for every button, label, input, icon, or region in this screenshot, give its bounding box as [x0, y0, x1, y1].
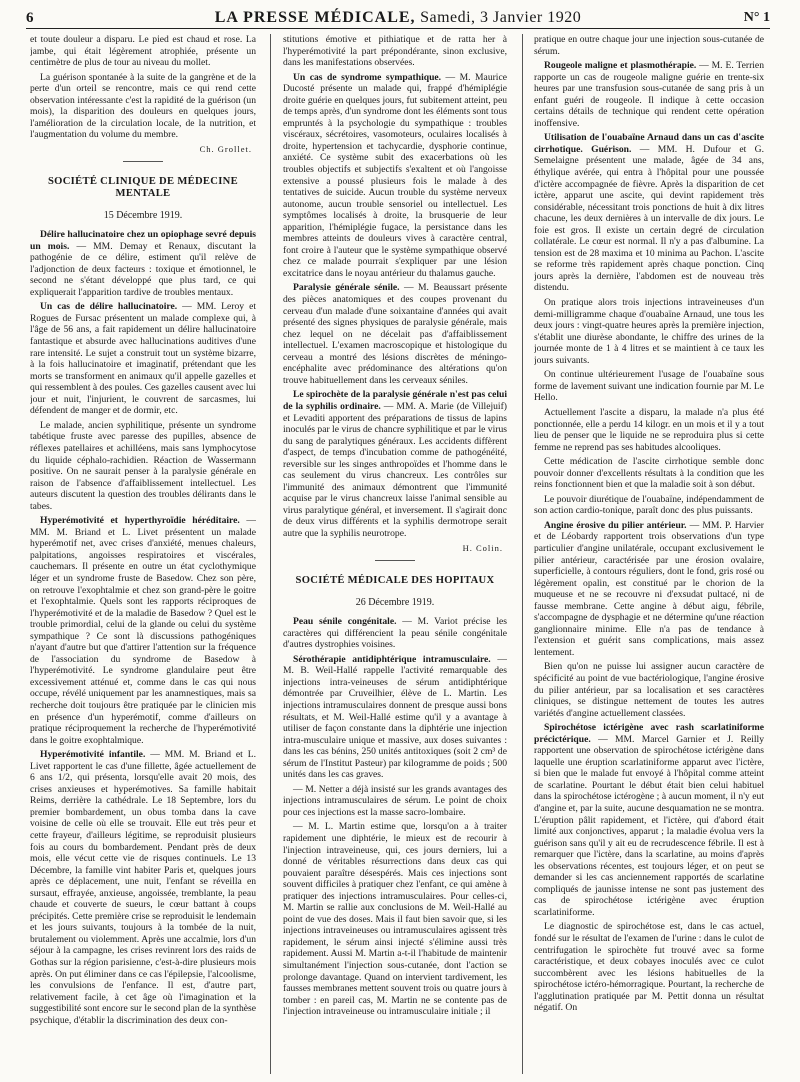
paragraph: La guérison spontanée à la suite de la gangrène et de la perte d'un orteil se rencontre, mais ce qui rend cette observation intéressante c'est la rapidité de la guérison (un mois), la disparition des douleurs en quelques jours, l'amélioration de la circulation locale, de la nutrition, et l'augmentation du volume du membre. [30, 71, 256, 141]
article-title: Le spirochète de la paralysie générale n'est pas celui de la syphilis ordinaire. [283, 389, 507, 412]
paragraph: stitutions émotive et pithiatique et de ratta her à l'hyperémotivité la part prépondérante, sinon exclusive, dans les manifestations observées. [283, 34, 507, 69]
section-date: 26 Décembre 1919. [355, 596, 435, 608]
article [534, 60, 764, 129]
divider [123, 161, 163, 162]
article-body: — M. E. Terrien rapporte un cas de rougeole maligne guérie en trente-six heures par une transfusion sous-cutanée de sang pris à un enfant guéri de rougeole. Il indique à cette occasion certains détails de technique qui rendent cette opération inoffensive. [534, 60, 764, 129]
article-body: — M. Beaussart présente des pièces anatomiques et des coupes provenant du cerveau d'un malade d'une soixantaine d'années qui avait présenté des signes physiques de paralysie générale, mais chez lequel on ne décelait pas d'affaiblissement intellectuel. L'examen macroscopique et histologique du cerveau a montré des lésions discrètes de méningo-encéphalite avec prédominance des altérations qu'on trouve habituellement dans les cerveaux séniles. [283, 282, 507, 386]
article-body: — MM. H. Dufour et G. Semelaigne présentent une malade, âgée de 34 ans, éthylique avérée, qui entra à l'hôpital pour une poussée d'ictère accompagnée de fièvre. Après la disparition de cet ictère, apparut une ascite, qui devint rapidement très considérable, nécessitant trois ponctions de huit à dix litres chacune, les deux dernières à un intervalle de dix jours. Le foie est gros. Il existe un certain degré de circulation collatérale. Le cœur est normal. Il n'y a pas d'albumine. La tension est de 28 maxima et 10 minima au Pachon. L'ascite se reforme très rapidement après chaque ponction. Cinq jours après la dernière, l'abdomen est de nouveau très distendu. [534, 143, 764, 294]
paragraph: et toute douleur a disparu. Le pied est chaud et rose. La jambe, qui était légèrement atrophiée, présente un centimètre de plus de tour au niveau du mollet. [30, 34, 256, 69]
article-body: — MM. A. Marie (de Villejuif) et Levaditi apportent des préparations de tissus de lapins inoculés par le virus de chancre syphilitique et par le virus du sang de paralytiques généraux. Les accidents diffèrent d'aspect, de temps d'incubation comme de pathogénéité, reversible sur les singes anthropoïdes et l'homme dans le cas seulement du virus chancreux. Les contrôles sur l'immunité des animaux démontrent que l'immunité acquise par le virus chancreux laisse l'animal sensible au virus paralytique général, et inversement. Il s'agirait donc de deux virus différents et la syphilis dermotrope serait autre que la syphilis neurotrope. [283, 400, 507, 539]
article-title: Sérothérapie antidiphtérique intramusculaire. [293, 653, 491, 665]
page-header [26, 8, 770, 29]
article-body: — MM. Marcel Garnier et J. Reilly rapportent une observation de spirochétose ictérigène dans laquelle une éruption scarlatiniforme apparut avec l'ictère, si bien que le malade fut envoyé à l'hôpital comme atteint de scarlatine. Pourtant le début était bien celui habituel dans la spirochétose ictérogène ; à aucun moment, il n'y eut d'angine et, par la suite, aucune desquamation ne se montra. L'éruption pâlit rapidement, et l'ictère, qui d'abord était limité aux conjonctives, apparut ; la maladie évolua vers la guérison sans qu'il y ait eu de recrudescence fébrile. Il est à remarquer que l'ictère, dans la scarlatine, au moins d'après les observations récentes, est toujours léger, et on peut se demander si les cas anciennement rapportés de scarlatine compliqués de jaunisse intense ne sont pas justement des cas de spirochétose ictérigène avec éruption scarlatiniforme. [534, 733, 764, 918]
article [30, 749, 256, 1026]
article-title: Angine érosive du pilier antérieur. [544, 519, 687, 531]
issue-number: N° 1 [743, 10, 770, 25]
page-number: 6 [26, 9, 34, 26]
section-title: SOCIÉTÉ MÉDICALE DES HOPITAUX [295, 575, 495, 587]
paragraph: pratique en outre chaque jour une injection sous-cutanée de sérum. [534, 34, 764, 57]
article-title: Spirochétose ictérigène avec rash scarlatiniforme précictérique. [534, 722, 764, 745]
article-title: Rougeole maligne et plasmothérapie. [544, 60, 697, 72]
author-signature: Ch. Grollet. [199, 143, 252, 154]
article [283, 389, 507, 539]
article [534, 520, 764, 659]
paragraph: Actuellement l'ascite a disparu, la malade n'a plus été ponctionnée, elle a perdu 14 kilogr. en un mois et il y a tout lieu de penser que le liquide ne se reproduira plus si cette femme ne reprend pas ses habitudes alcooliques. [534, 406, 764, 453]
article-body: — MM. Demay et Renaux, discutant la pathogénie de ce délire, estiment qu'il relève de l'adjonction de deux facteurs : toxique et émotionnel, le second ne s'étant développé que plus tard, ce qui expliquerait l'apparition tardive de troubles mentaux. [30, 240, 256, 298]
paragraph: Bien qu'on ne puisse lui assigner aucun caractère de spécificité au point de vue bactériologique, l'angine érosive du pilier antérieur, par sa localisation et ses caractères cliniques, se distingue nettement de toutes les autres variétés d'angine actuellement classées. [534, 661, 764, 719]
article-body: — MM. P. Harvier et de Léobardy rapportent trois observations d'un type particulier d'angine unilatérale, occupant exclusivement le pilier antérieur, caractérisée par une érosion ovalaire, superficielle, à contours réguliers, dont le fond, gris rosé ou légèrement opalin, est constitué par le chorion de la muqueuse et ne se recouvre ni d'exsudat pultacé, ni de fausse membrane. Cette angine à début aigu, fébrile, s'accompagne de dysphagie et ne détermine qu'une réaction ganglionnaire minime. Elle n'a pas de tendance à l'extension et guérit sans complications, mais assez lentement. [534, 519, 764, 658]
paragraph: Cette médication de l'ascite cirrhotique semble donc pouvoir donner d'excellents résultats à la condition que les reins fonctionnent bien et que la maladie soit à son début. [534, 456, 764, 491]
column-rule [522, 34, 523, 1074]
article-body: — M. Variot précise les caractères qui différencient la peau sénile congénitale d'autres dystrophies voisines. [283, 616, 507, 651]
paragraph: On pratique alors trois injections intraveineuses d'un demi-milligramme chaque d'ouabaïne Arnaud, une tous les deux jours : vingt-quatre heures après la première injection, s'établit une diurèse abondante, le chiffre des urines de la journée monte de 1 à 4 litres et se maintient à ce taux les jours suivants. [534, 297, 764, 366]
article-body: — MM. Leroy et Rogues de Fursac présentent un malade complexe qui, à l'âge de 56 ans, a fait rapidement un délire hallucinatoire fantastique et absurde avec hallucinations auditives d'une rare intensité. Le sujet a construit tout un système bizarre, à la fois hallucinatoire et imaginatif, prétendant que les morts se transforment en animaux qu'il appelle gazelles et qui ressemblent à des poules. Ces gazelles causent avec lui jour et nuit, l'injurient, le couvrent de sarcasmes, lui défendent de manger et de dormir, etc. [30, 301, 256, 417]
paragraph: Le pouvoir diurétique de l'ouabaïne, indépendamment de son action cardio-tonique, paraît donc des plus puissants. [534, 493, 764, 517]
article [30, 229, 256, 298]
article-title: Paralysie générale sénile. [293, 282, 400, 294]
article-title: Hyperémotivité infantile. [40, 749, 146, 761]
author-signature: H. Colin. [462, 542, 503, 553]
article-title: Peau sénile congénitale. [293, 616, 397, 628]
article-body: — M. Maurice Ducosté présente un malade qui, frappé d'hémiplégie droite guérie en quelques jours, fut subitement atteint, peu de temps après, d'un syndrome dont les éléments sont tous empruntés à la psychologie du sympathique : troubles viscéraux, sécrétoires, vasomoteurs, oculaires localisés à droite, hypertension et tachycardie, dysphorie continue, anxiété. Ce système subit des exacerbations où les troubles objectifs et subjectifs s'exaltent et où l'angoisse extensive a poussé plusieurs fois le malade à des tentatives de suicide. Aucun trouble du système nerveux autonome, aucun trouble sensoriel ou intellectuel. Les symptômes localisés à droite, la brusquerie de leur apparition, l'hémiplégie fugace, la persistance dans les membres atteints de douleurs vives à caractère central, font croire à l'auteur que le système sympathique observé chez ce malade pourrait s'expliquer par une lésion excitatrice dans le noyau antérieur du thalamus gauche. [283, 71, 507, 279]
article [283, 654, 507, 781]
journal-name: LA PRESSE MÉDICALE, [214, 9, 416, 26]
article [534, 722, 764, 918]
article-title: Hyperémotivité et hyperthyroïdie héréditaire. [40, 515, 240, 527]
section-date: 15 Décembre 1919. [103, 209, 183, 221]
column-2 [283, 34, 507, 1074]
article-title: Utilisation de l'ouabaïne Arnaud dans un cas d'ascite cirrhotique. Guérison. [534, 132, 764, 155]
article [283, 616, 507, 651]
article [283, 72, 507, 280]
column-rule [270, 34, 271, 1074]
article-title: Un cas de délire hallucinatoire. [40, 301, 178, 313]
section-title: SOCIÉTÉ CLINIQUE DE MÉDECINE MENTALE [47, 176, 238, 200]
article [534, 132, 764, 294]
article [30, 515, 256, 746]
header-title [215, 9, 582, 27]
article [283, 282, 507, 386]
paragraph: On continue ultérieurement l'usage de l'ouabaïne sous forme de lavement suivant une indication fournie par M. Le Hello. [534, 369, 764, 404]
divider [375, 560, 415, 561]
article-body: — MM. M. Briand et L. Livet présentent un malade hyperémotif net, avec crises d'anxiété, menues chaleurs, palpitations, angoisses respiratoires et viscérales, cauchemars. Il présente en outre un état cyclothymique léger et un syndrome fruste de Basedow. Chez son père, on retrouve l'exophtalmie et chez son grand-père le goitre et l'exophtalmie. Quels sont les rapports réciproques de l'hyperémotivité et de la maladie de Basedow ? Quel est le trouble primordial, celui de la glande ou celui du système sympathique ? Ce sont là discussions pathogéniques n'ayant d'autre but que d'attirer l'attention sur la fréquence de l'association du syndrome de Basedow à l'hyperémotivité. Le syndrome glandulaire peut être excessivement atténué et, comme dans le cas qui nous occupe, révélé uniquement par les anamnestiques, mais sa recherche doit toujours être pratiquée par le clinicien mis en présence d'un hyperémotif, comme d'ailleurs on pratique réciproquement la recherche de l'hyperémotivité dans le goitre exophtalmique. [30, 515, 256, 746]
article-body: — M. B. Weil-Hallé rappelle l'activité remarquable des injections intra-veineuses de sérum antidiphtérique démontrée par Cruveilhier, élève de L. Martin. Les injections intramusculaires donnent de presque aussi bons résultats, et M. Weil-Hallé estime qu'il y a avantage à utiliser de façon constante dans la diphtérie une injection intra-musculaire unique et massive, aux doses suivantes : dans les cas bénins, 250 unités antitoxiques (soit 2 cm³ de sérum de l'Institut Pasteur) par kilogramme de poids ; 500 unités dans les cas graves. [283, 653, 507, 781]
paragraph: — M. L. Martin estime que, lorsqu'on a à traiter rapidement une diphtérie, le mieux est de recourir à l'injection intraveineuse, qui, ces jours derniers, lui a donné de véritables résurrections dans deux cas qui pouvaient paraître désespérés. Mais ces injections sont souvent difficiles à pratiquer chez l'enfant, ce qui amène à pratiquer des injections intramusculaires. Pour celles-ci, M. Martin se rallie aux conclusions de M. Weil-Hallé au point de vue des doses. Mais il faut bien savoir que, si les injections intraveineuses ou intramusculaires agissent très rapidement, le sérum ainsi injecté s'élimine aussi très rapidement. Aussi M. Martin a-t-il l'habitude de maintenir simultanément l'injection sous-cutanée, dont l'action se prolonge davantage. Quand on intervient tardivement, les fausses membranes mettent souvent trois ou quatre jours à tomber : en pareil cas, M. Martin ne se contente pas de l'injection intraveineuse ou intramusculaire initiale ; il [283, 821, 507, 1018]
article-title: Délire hallucinatoire chez un opiophage sevré depuis un mois. [30, 229, 256, 252]
column-3 [534, 34, 764, 1074]
column-1 [30, 34, 256, 1074]
paragraph: Le diagnostic de spirochétose est, dans le cas actuel, fondé sur le résultat de l'examen de l'urine : dans le culot de centrifugation le spirochète fut trouvé avec sa forme caractéristique, et deux cobayes inoculés avec ce culot succombèrent avec les lésions habituelles de la spirochétose ictéro-hémorragique. Pourtant, la recherche de l'agglutination pratiquée par M. Pettit donna un résultat négatif. On [534, 921, 764, 1014]
article-body: — MM. M. Briand et L. Livet rapportent le cas d'une fillette, âgée actuellement de 6 ans 1/2, qui présenta, lorsqu'elle avait 20 mois, des crises anxieuses et hyperémotives. Sa famille habitait Reims, derrière la cathédrale. Le 18 Septembre, lors du premier bombardement, un obus tomba dans la cave voisine de celle où elle se trouvait. Elle eut très peur et cette frayeur, d'ailleurs légitime, se reproduisit plusieurs fois au cours du bombardement. Pendant près de deux mois, elle vécut cette vie de risques continuels. Le 13 Décembre, la famille vint habiter Paris et, quelques jours après ce déplacement, une nuit, l'enfant se réveilla en sursaut, effrayée, anxieuse, angoissée, tremblante, la peau chaude et couverte de sueurs, le cœur battant à coups précipités. Cette première crise se reproduisit le lendemain et les jours suivants, toujours à la tombée de la nuit, brutalement ou violemment. Après une accalmie, lors d'un séjour à la campagne, les crises revinrent lors des raids de Gothas sur la région parisienne, c'est-à-dire plusieurs mois après. On put éliminer dans ce cas l'épilepsie, l'alcoolisme, les convulsions de l'enfance. Il est, d'autre part, relativement facile, à cet âge où l'imagination et la suggestibilité sont encore sur le second plan de la synthèse psychique, d'établir la discrimination des deux con- [30, 749, 256, 1026]
paragraph: — M. Netter a déjà insisté sur les grands avantages des injections intramusculaires de sérum. Le point de choix pour ces injections est la masse sacro-lombaire. [283, 783, 507, 818]
article [30, 301, 256, 416]
issue-date: Samedi, 3 Janvier 1920 [420, 9, 582, 26]
article-title: Un cas de syndrome sympathique. [293, 71, 442, 83]
paragraph: Le malade, ancien syphilitique, présente un syndrome tabétique fruste avec paresse des pupilles, absence de réflexes patellaires et achilléens, mais sans lymphocytose du liquide céphalo-rachidien. Réaction de Wassermann positive. On ne saurait penser à la paralysie générale en raison de l'absence d'affaiblissement intellectuel. Les auteurs discutent la question des troubles délirants dans le tabes. [30, 419, 256, 512]
